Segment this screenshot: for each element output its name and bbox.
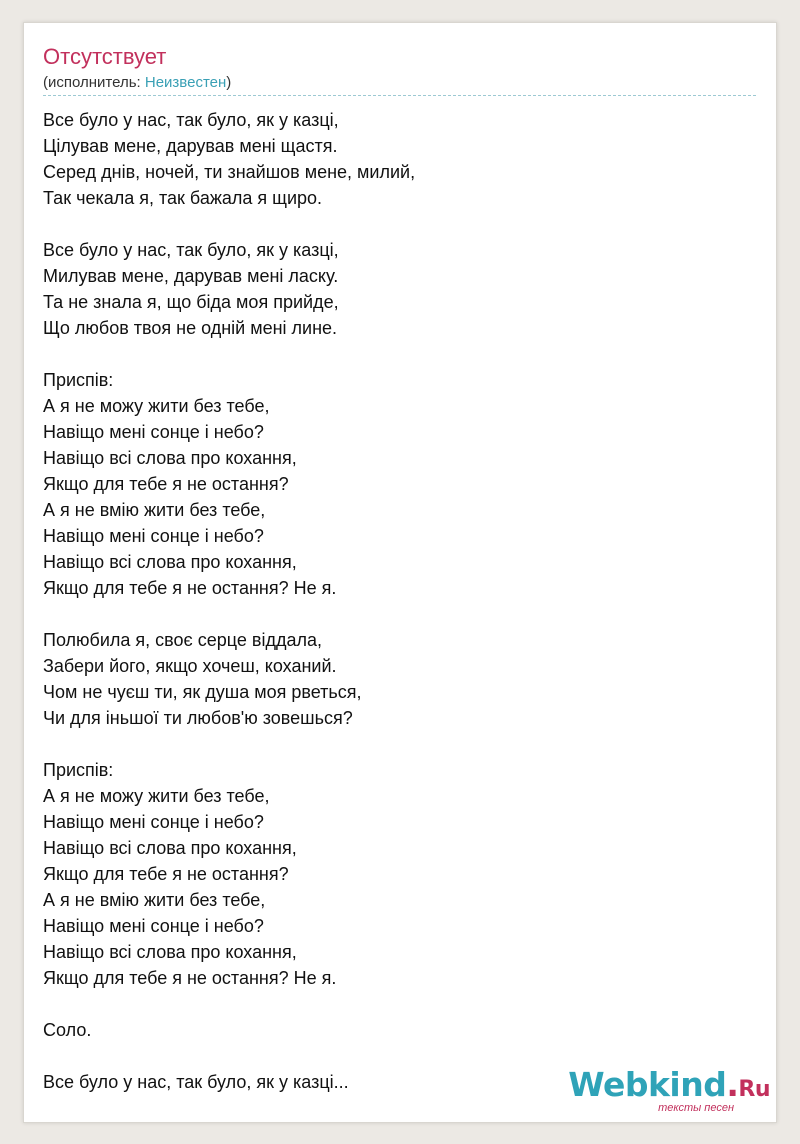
- webkind-logo[interactable]: [568, 1065, 770, 1114]
- stanza-break: [43, 341, 415, 367]
- stanza-break: [43, 1043, 415, 1069]
- lyric-line: Якщо для тебе я не остання? Не я.: [43, 968, 337, 988]
- lyric-line: Навіщо всі слова про кохання,: [43, 838, 297, 858]
- lyric-line: Навіщо всі слова про кохання,: [43, 448, 297, 468]
- lyric-line: Якщо для тебе я не остання? Не я.: [43, 578, 337, 598]
- lyric-line: Так чекала я, так бажала я щиро.: [43, 188, 323, 208]
- stanza-break: [43, 601, 415, 627]
- artist-link[interactable]: Неизвестен: [144, 74, 227, 91]
- lyric-line: Навіщо мені сонце і небо?: [43, 526, 264, 546]
- lyric-line: Якщо для тебе я не остання?: [43, 474, 289, 494]
- lyric-line: Навіщо всі слова про кохання,: [43, 942, 297, 962]
- artist-suffix: ): [226, 74, 232, 91]
- stanza-break: [43, 731, 415, 757]
- lyric-line: Навіщо мені сонце і небо?: [43, 812, 264, 832]
- lyric-line: А я не вмію жити без тебе,: [43, 890, 266, 910]
- logo-dot: .: [726, 1065, 739, 1104]
- lyric-line: Соло.: [43, 1020, 92, 1040]
- lyric-line: Цілував мене, дарував мені щастя.: [43, 136, 338, 156]
- lyrics-text: [43, 107, 415, 1095]
- lyric-line: Що любов твоя не одній мені лине.: [43, 318, 338, 338]
- lyric-line: Якщо для тебе я не остання?: [43, 864, 289, 884]
- header-divider: [43, 95, 756, 96]
- lyric-line: Чи для іньшої ти любов'ю зовешься?: [43, 708, 353, 728]
- lyric-line: Навіщо мені сонце і небо?: [43, 422, 264, 442]
- lyric-line: Приспів:: [43, 370, 114, 390]
- lyric-line: А я не вмію жити без тебе,: [43, 500, 266, 520]
- stanza-break: [43, 211, 415, 237]
- song-title: Отсутствует: [43, 44, 167, 69]
- lyrics-page: [23, 22, 777, 1123]
- logo-tagline: тексты песен: [658, 1102, 734, 1114]
- lyric-line: Чом не чуєш ти, як душа моя рветься,: [43, 682, 362, 702]
- artist-prefix: (исполнитель:: [43, 74, 145, 91]
- lyric-line: Забери його, якщо хочеш, коханий.: [43, 656, 337, 676]
- logo-tld: Ru: [738, 1077, 770, 1102]
- lyric-line: А я не можу жити без тебе,: [43, 396, 270, 416]
- stanza-break: [43, 991, 415, 1017]
- artist-line: [43, 74, 231, 92]
- lyric-line: А я не можу жити без тебе,: [43, 786, 270, 806]
- lyric-line: Полюбила я, своє серце віддала,: [43, 630, 322, 650]
- lyric-line: Навіщо мені сонце і небо?: [43, 916, 264, 936]
- lyric-line: Серед днів, ночей, ти знайшов мене, милий,: [43, 162, 416, 182]
- lyric-line: Та не знала я, що біда моя прийде,: [43, 292, 339, 312]
- logo-name: Webkind: [568, 1065, 727, 1104]
- lyric-line: Навіщо всі слова про кохання,: [43, 552, 297, 572]
- lyric-line: Все було у нас, так було, як у казці,: [43, 240, 339, 260]
- lyric-line: Приспів:: [43, 760, 114, 780]
- lyric-line: Милував мене, дарував мені ласку.: [43, 266, 339, 286]
- lyric-line: Все було у нас, так було, як у казці,: [43, 110, 339, 130]
- lyric-line: Все було у нас, так було, як у казці...: [43, 1072, 349, 1092]
